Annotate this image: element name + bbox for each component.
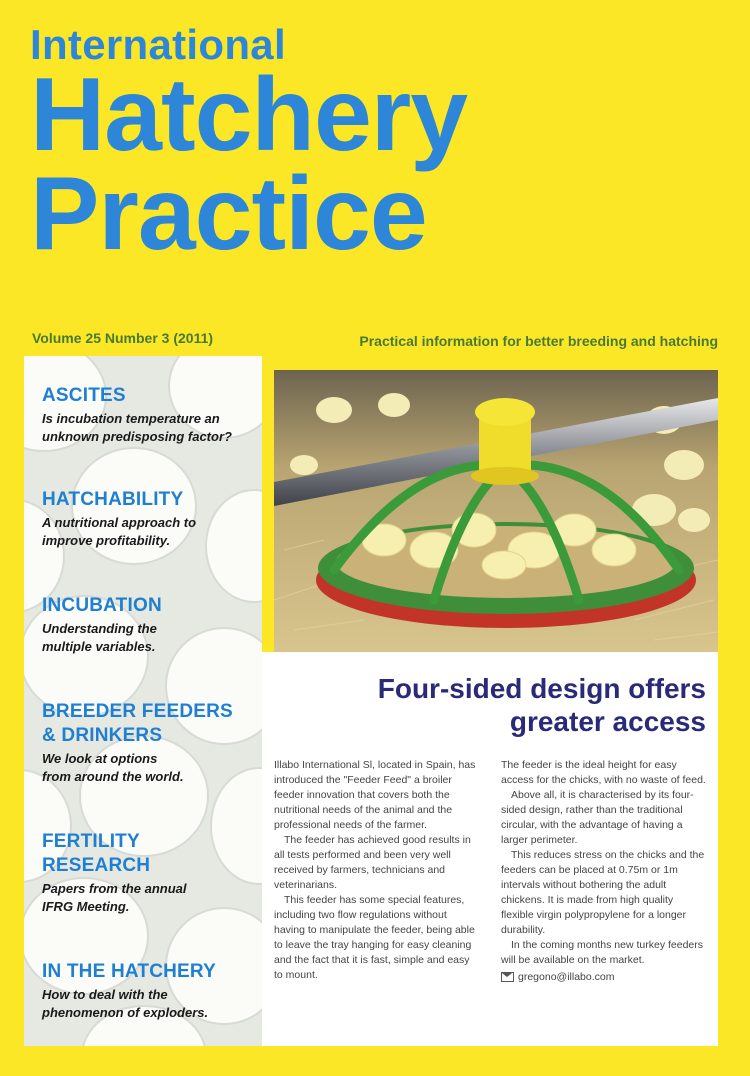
tagline: Practical information for better breeding and hatching (359, 333, 718, 349)
envelope-icon (501, 972, 514, 982)
paragraph: The feeder has achieved good results in all tests performed and been very well received by farmers, technicians and veterinarians. (274, 834, 471, 891)
contents-item-ascites (42, 384, 257, 446)
contents-sidebar (24, 356, 262, 1046)
email-address: gregono@illabo.com (518, 971, 615, 983)
contents-subtitle: Papers from the annual IFRG Meeting. (42, 881, 187, 914)
contents-subtitle: A nutritional approach to improve profitability. (42, 515, 197, 548)
contact-email (501, 970, 706, 985)
masthead-international: International (30, 21, 286, 68)
paragraph: In the coming months new turkey feeders will be available on the market. (501, 939, 704, 966)
masthead (30, 21, 468, 272)
contents-heading: BREEDER FEEDERS & DRINKERS (42, 701, 233, 746)
contents-subtitle: We look at options from around the world. (42, 751, 184, 784)
contents-subtitle: Understanding the multiple variables. (42, 621, 157, 654)
paragraph: Above all, it is characterised by its four-sided design, rather than the traditional circular, with the advantage of having a larger perimeter. (501, 789, 694, 846)
paragraph: This feeder has some special features, including two flow regulations without having to manipulate the feeder, being able to leave the tray hanging for easy cleaning and the fact that it is fast, simple and easy to mount. (274, 894, 475, 981)
contents-heading: ASCITES (42, 385, 126, 406)
masthead-hatchery: Hatchery (30, 57, 468, 173)
contents-heading: IN THE HATCHERY (42, 961, 216, 982)
article-body (274, 758, 706, 985)
contents-subtitle: How to deal with the phenomenon of exploders. (42, 987, 209, 1020)
contents-heading: FERTILITY RESEARCH (42, 831, 151, 876)
paragraph: Illabo International Sl, located in Spain, has introduced the "Feeder Feed" a broiler feeder innovation that covers both the nutritional needs of the animal and the professional needs of the farmer. (274, 759, 476, 831)
paragraph: The feeder is the ideal height for easy access for the chicks, with no waste of feed. (501, 759, 706, 786)
contents-heading: INCUBATION (42, 595, 162, 616)
contents-item-in-the-hatchery (42, 960, 257, 1022)
contents-item-incubation (42, 594, 257, 656)
article-column-2 (501, 758, 706, 985)
contents-subtitle: Is incubation temperature an unknown predisposing factor? (42, 411, 232, 444)
contents-item-hatchability (42, 488, 257, 550)
contents-item-breeder-feeders (42, 700, 257, 786)
masthead-practice: Practice (30, 155, 427, 272)
contents-item-fertility-research (42, 830, 257, 916)
issue-number: Volume 25 Number 3 (2011) (32, 330, 214, 346)
article-headline: Four-sided design offers greater access (377, 673, 706, 737)
feeder-with-chicks-photo (274, 370, 718, 652)
contents-heading: HATCHABILITY (42, 489, 184, 510)
paragraph: This reduces stress on the chicks and the feeders can be placed at 0.75m or 1m intervals without bothering the adult chickens. It is made from high quality flexible virgin polypropylene for a longer durability. (501, 849, 705, 936)
feature-article (262, 652, 718, 1046)
article-column-1 (274, 758, 479, 985)
